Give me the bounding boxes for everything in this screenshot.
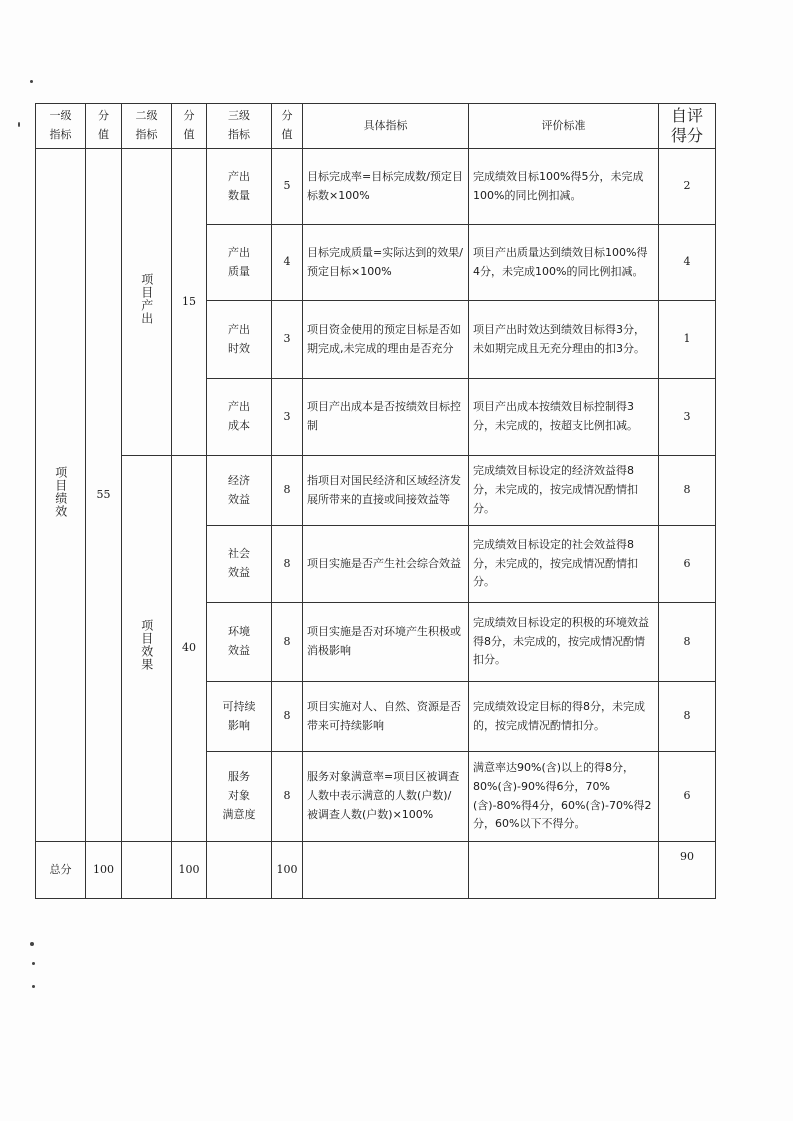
row-standard: 满意率达90%(含)以上的得8分，80%(含)-90%得6分，70%(含)-80%得4分，60%(含)-70%得2分，60%以下不得分。: [469, 752, 659, 842]
row-standard: 项目产出质量达到绩效目标100%得4分，未完成100%的同比例扣减。: [469, 225, 659, 301]
row-standard: 项目产出成本按绩效目标控制得3分，未完成的，按超支比例扣减。: [469, 379, 659, 456]
header-level3: 三级 指标: [207, 104, 272, 149]
row-score: 8: [272, 526, 303, 603]
row-name: 产出 成本: [207, 379, 272, 456]
row-indicator: 项目实施是否产生社会综合效益: [303, 526, 469, 603]
row-name: 产出 数量: [207, 149, 272, 225]
row-score: 3: [272, 301, 303, 379]
row-score: 8: [272, 456, 303, 526]
total-row: [36, 842, 716, 899]
table-row: [36, 149, 716, 225]
row-standard: 完成绩效目标设定的积极的环境效益得8分，未完成的，按完成情况酌情扣分。: [469, 603, 659, 682]
row-name: 服务 对象 满意度: [207, 752, 272, 842]
total-empty: [303, 842, 469, 899]
row-indicator: 目标完成质量=实际达到的效果/预定目标×100%: [303, 225, 469, 301]
total-empty: [207, 842, 272, 899]
total-score3: 100: [272, 842, 303, 899]
row-indicator: 服务对象满意率=项目区被调查人数中表示满意的人数(户数)/ 被调查人数(户数)×100%: [303, 752, 469, 842]
row-standard: 完成绩效目标设定的经济效益得8分，未完成的，按完成情况酌情扣分。: [469, 456, 659, 526]
row-self-score: 2: [659, 149, 716, 225]
row-score: 3: [272, 379, 303, 456]
row-name: 产出 质量: [207, 225, 272, 301]
header-indicator: 具体指标: [303, 104, 469, 149]
level1-score: 55: [86, 149, 122, 842]
scan-speck: [30, 80, 33, 83]
header-self-score: 自评 得分: [659, 104, 716, 149]
row-standard: 完成绩效设定目标的得8分，未完成的，按完成情况酌情扣分。: [469, 682, 659, 752]
header-level1: 一级 指标: [36, 104, 86, 149]
header-score2: 分 值: [172, 104, 207, 149]
row-self-score: 1: [659, 301, 716, 379]
header-level2: 二级 指标: [122, 104, 172, 149]
row-score: 8: [272, 752, 303, 842]
row-indicator: 目标完成率=目标完成数/预定目标数×100%: [303, 149, 469, 225]
row-indicator: 项目实施对人、自然、资源是否带来可持续影响: [303, 682, 469, 752]
level1-name: 项目绩效: [36, 149, 86, 842]
row-indicator: 项目产出成本是否按绩效目标控制: [303, 379, 469, 456]
table-row: [36, 456, 716, 526]
group-effect-name: 项目效果: [122, 456, 172, 842]
total-empty: [122, 842, 172, 899]
row-self-score: 8: [659, 682, 716, 752]
group-output-score: 15: [172, 149, 207, 456]
row-standard: 完成绩效目标100%得5分，未完成100%的同比例扣减。: [469, 149, 659, 225]
row-indicator: 指项目对国民经济和区域经济发展所带来的直接或间接效益等: [303, 456, 469, 526]
header-score3: 分 值: [272, 104, 303, 149]
total-empty: [469, 842, 659, 899]
group-output-name: 项目产出: [122, 149, 172, 456]
row-standard: 完成绩效目标设定的社会效益得8分，未完成的，按完成情况酌情扣分。: [469, 526, 659, 603]
row-self-score: 6: [659, 752, 716, 842]
row-self-score: 6: [659, 526, 716, 603]
scan-speck: [32, 985, 35, 988]
row-self-score: 8: [659, 603, 716, 682]
row-self-score: 3: [659, 379, 716, 456]
row-self-score: 4: [659, 225, 716, 301]
total-score2: 100: [172, 842, 207, 899]
row-name: 产出 时效: [207, 301, 272, 379]
performance-evaluation-table: [35, 103, 716, 899]
total-self-score: 90: [659, 842, 716, 899]
row-score: 4: [272, 225, 303, 301]
total-label: 总分: [36, 842, 86, 899]
row-indicator: 项目资金使用的预定目标是否如期完成,未完成的理由是否充分: [303, 301, 469, 379]
scan-speck: [18, 122, 20, 127]
group-effect-score: 40: [172, 456, 207, 842]
scan-speck: [32, 962, 35, 965]
row-name: 可持续 影响: [207, 682, 272, 752]
row-name: 经济 效益: [207, 456, 272, 526]
row-self-score: 8: [659, 456, 716, 526]
header-standard: 评价标准: [469, 104, 659, 149]
row-score: 5: [272, 149, 303, 225]
total-score1: 100: [86, 842, 122, 899]
row-score: 8: [272, 603, 303, 682]
row-standard: 项目产出时效达到绩效目标得3分，未如期完成且无充分理由的扣3分。: [469, 301, 659, 379]
row-name: 环境 效益: [207, 603, 272, 682]
header-row: [36, 104, 716, 149]
header-score1: 分 值: [86, 104, 122, 149]
row-name: 社会 效益: [207, 526, 272, 603]
row-indicator: 项目实施是否对环境产生积极或消极影响: [303, 603, 469, 682]
scan-speck: [30, 942, 34, 946]
row-score: 8: [272, 682, 303, 752]
